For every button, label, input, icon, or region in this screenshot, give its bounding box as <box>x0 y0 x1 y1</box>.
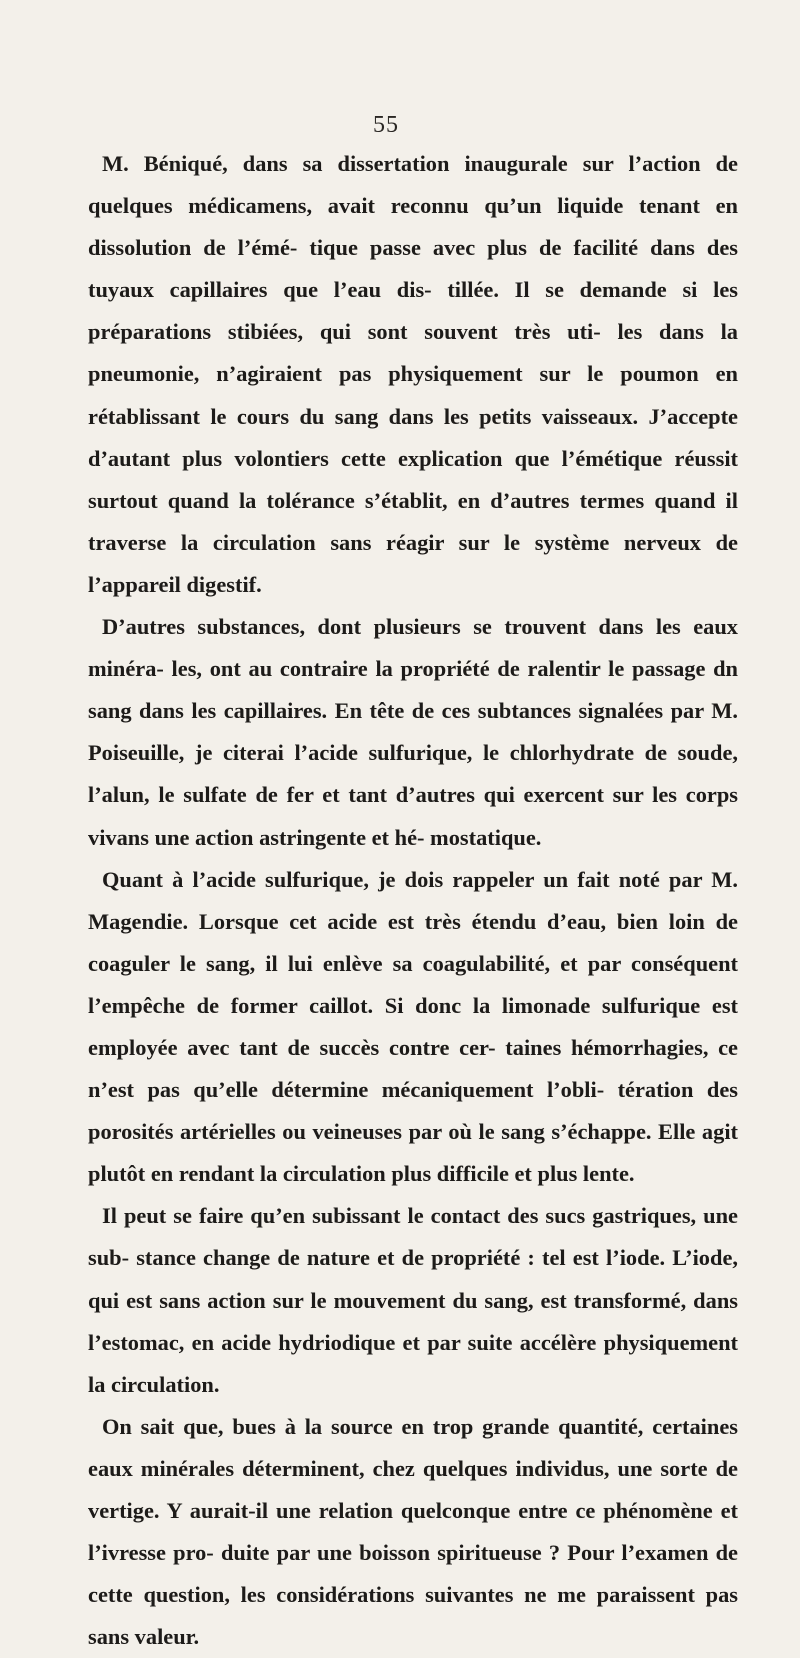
body-text <box>88 143 738 1658</box>
paragraph-4: Il peut se faire qu’en subissant le contact des sucs gastriques, une sub- stance change de nature et de propriété : tel est l’iode. L’iode, qui est sans action sur le mouvement du sang, est transformé, dans l’estomac, en acide hydriodique et par suite accélère physiquement la circulation. <box>88 1203 738 1397</box>
page-number: 55 <box>373 112 399 138</box>
paragraph-2: D’autres substances, dont plusieurs se trouvent dans les eaux minéra- les, ont au contraire la propriété de ralentir le passage dn sang dans les capillaires. En tête de ces subtances signalées par M. Poiseuille, je citerai l’acide sulfurique, le chlorhydrate de soude, l’alun, le sulfate de fer et tant d’autres qui exercent sur les corps vivans une action astringente et hé- mostatique. <box>88 614 738 850</box>
paragraph-1: M. Béniqué, dans sa dissertation inaugurale sur l’action de quelques médicamens, avait reconnu qu’un liquide tenant en dissolution de l’émé- tique passe avec plus de facilité dans des tuyaux capillaires que l’eau dis- tillée. Il se demande si les préparations stibiées, qui sont souvent très uti- les dans la pneumonie, n’agiraient pas physiquement sur le poumon en rétablissant le cours du sang dans les petits vaisseaux. J’accepte d’autant plus volontiers cette explication que l’émétique réussit surtout quand la tolérance s’établit, en d’autres termes quand il traverse la circulation sans réagir sur le système nerveux de l’appareil digestif. <box>88 151 738 597</box>
paragraph-3: Quant à l’acide sulfurique, je dois rappeler un fait noté par M. Magendie. Lorsque cet acide est très étendu d’eau, bien loin de coaguler le sang, il lui enlève sa coagulabilité, et par conséquent l’empêche de former caillot. Si donc la limonade sulfurique est employée avec tant de succès contre cer- taines hémorrhagies, ce n’est pas qu’elle détermine mécaniquement l’obli- tération des porosités artérielles ou veineuses par où le sang s’échappe. Elle agit plutôt en rendant la circulation plus difficile et plus lente. <box>88 866 738 1187</box>
paragraph-5: On sait que, bues à la source en trop grande quantité, certaines eaux minérales déterminent, chez quelques individus, une sorte de vertige. Y aurait-il une relation quelconque entre ce phénomène et l’ivresse pro- duite par une boisson spiritueuse ? Pour l’examen de cette question, les considérations suivantes ne me paraissent pas sans valeur. <box>88 1413 738 1650</box>
